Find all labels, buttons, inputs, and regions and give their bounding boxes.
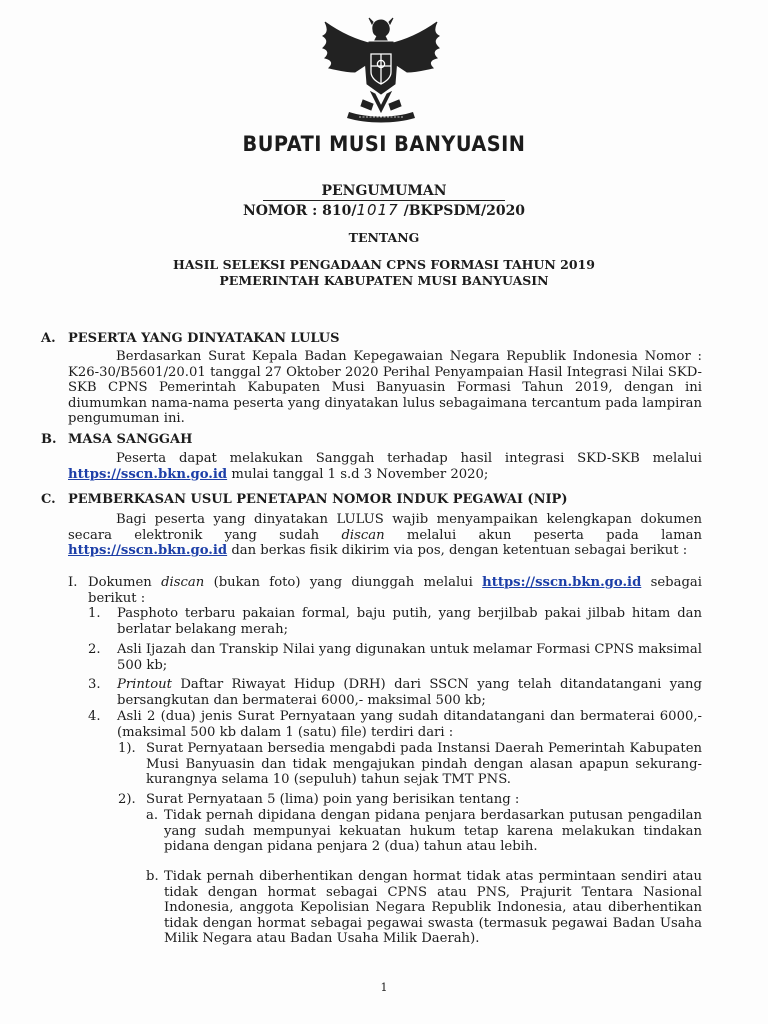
section-a-heading: A. PESERTA YANG DINYATAKAN LULUS	[41, 331, 340, 346]
section-c-intro: Bagi peserta yang dinyatakan LULUS wajib menyampaikan kelengkapan dokumen secara elektronik yang sudah discan melalui akun peserta pada laman https://sscn.bkn.go.id dan berkas fisik dikirim via pos, dengan ketentuan sebagai berikut :	[68, 512, 703, 559]
point-marker: b.	[146, 869, 159, 884]
section-a-body: Berdasarkan Surat Kepala Badan Kepegawaian Negara Republik Indonesia Nomor : K26-30/B5601/20.01 tanggal 27 Oktober 2020 Perihal Penyampaian Hasil Integrasi Nilai SKD-SKB CPNS Pemerintah Kabupaten Musi Banyuasin Formasi Tahun 2019, dengan ini diumumkan nama-nama peserta yang dinyatakan lulus sebagaimana tercantum pada lampiran pengumuman ini.	[68, 349, 702, 427]
handwritten-number: 1017	[356, 201, 399, 219]
list-item: Pasphoto terbaru pakaian formal, baju putih, yang berjilbab pakai jilbab hitam dan berlatar belakang merah;	[117, 606, 702, 637]
part-i-text: Dokumen discan (bukan foto) yang diunggah melalui https://sscn.bkn.go.id sebagai berikut :	[88, 575, 702, 606]
garuda-emblem-icon	[315, 14, 447, 126]
section-b-heading: B. MASA SANGGAH	[41, 432, 193, 447]
announcement-about: TENTANG	[348, 230, 420, 245]
part-i-marker: I.	[68, 575, 78, 590]
announcement-subject-line1: HASIL SELEKSI PENGADAAN CPNS FORMASI TAHUN 2019	[173, 257, 595, 272]
item-marker: 1.	[88, 606, 101, 621]
page-number: 1	[380, 981, 388, 994]
list-point: Tidak pernah diberhentikan dengan hormat tidak atas permintaan sendiri atau tidak dengan hormat sebagai CPNS atau PNS, Prajurit Tentara Nasional Indonesia, anggota Kepolisian Negara Republik Indonesia, atau diberhentikan tidak dengan hormat sebagai pegawai swasta (termasuk pegawai Badan Usaha Milik Negara atau Badan Usaha Milik Daerah).	[164, 869, 702, 947]
sscn-link[interactable]: https://sscn.bkn.go.id	[482, 575, 642, 590]
point-marker: a.	[146, 808, 159, 823]
sscn-link[interactable]: https://sscn.bkn.go.id	[68, 543, 228, 559]
list-point: Tidak pernah dipidana dengan pidana penjara berdasarkan putusan pengadilan yang sudah mempunyai kekuatan hukum tetap karena melakukan tindakan pidana dengan pidana penjara 2 (dua) tahun atau lebih.	[164, 808, 702, 855]
item-marker: 4.	[88, 709, 101, 724]
sscn-link[interactable]: https://sscn.bkn.go.id	[68, 466, 228, 482]
announcement-label: PENGUMUMAN	[0, 183, 768, 199]
list-subitem: Surat Pernyataan bersedia mengabdi pada Instansi Daerah Pemerintah Kabupaten Musi Banyuasin dan tidak mengajukan pindah dengan alasan apapun sekurang-kurangnya selama 10 (sepuluh) tahun sejak TMT PNS.	[146, 741, 702, 788]
announcement-number: NOMOR : 810/1017 /BKPSDM/2020	[242, 201, 526, 219]
announcement-subject-line2: PEMERINTAH KABUPATEN MUSI BANYUASIN	[219, 273, 549, 288]
item-marker: 2.	[88, 642, 101, 657]
list-item: Printout Daftar Riwayat Hidup (DRH) dari SSCN yang telah ditandatangani yang bersangkutan dan bermaterai 6000,- maksimal 500 kb;	[117, 677, 702, 708]
item-marker: 3.	[88, 677, 101, 692]
list-item: Asli Ijazah dan Transkip Nilai yang digunakan untuk melamar Formasi CPNS maksimal 500 kb;	[117, 642, 702, 673]
list-subitem: Surat Pernyataan 5 (lima) poin yang berisikan tentang :	[146, 792, 520, 807]
regent-title: BUPATI MUSI BANYUASIN	[242, 132, 526, 156]
section-c-heading: C. PEMBERKASAN USUL PENETAPAN NOMOR INDUK PEGAWAI (NIP)	[41, 492, 568, 507]
list-item: Asli 2 (dua) jenis Surat Pernyataan yang sudah ditandatangani dan bermaterai 6000,- (maksimal 500 kb dalam 1 (satu) file) terdiri dari :	[117, 709, 702, 740]
subitem-marker: 2).	[118, 792, 136, 807]
section-b-body: Peserta dapat melakukan Sanggah terhadap hasil integrasi SKD-SKB melalui https://sscn.bkn.go.id mulai tanggal 1 s.d 3 November 2020;	[68, 451, 702, 482]
subitem-marker: 1).	[118, 741, 136, 756]
